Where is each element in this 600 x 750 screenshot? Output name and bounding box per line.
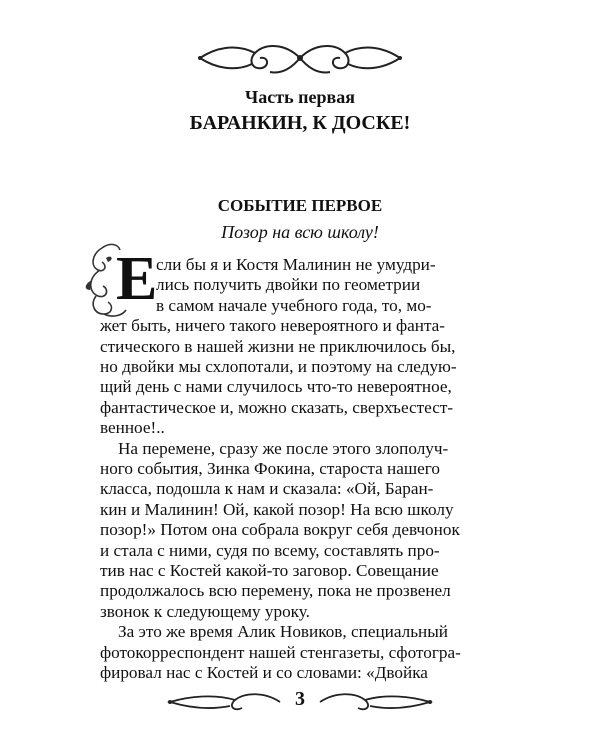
text-line: продолжалось всю перемену, пока не прозвенел (100, 581, 451, 600)
text-line: класса, подошла к нам и сказала: «Ой, Баран- (100, 479, 434, 498)
text-line: в самом начале учебного года, то, мо- (156, 296, 432, 315)
drop-cap-letter: Е (116, 245, 158, 313)
text-line: ного события, Зинка Фокина, староста нашего (100, 459, 440, 478)
text-line: лись получить двойки по геометрии (156, 275, 421, 294)
text-line: На перемене, сразу же после этого злополуч- (118, 439, 449, 458)
top-ornament-icon (190, 38, 410, 78)
text-line: жет быть, ничего такого невероятного и фанта- (100, 316, 446, 335)
part-label: Часть первая (245, 87, 355, 107)
text-line: тив нас с Костей какой-то заговор. Совещание (100, 561, 439, 580)
page-number: 3 (295, 688, 305, 710)
chapter-title: СОБЫТИЕ ПЕРВОЕ (217, 196, 383, 215)
text-line: позор!» Потом она собрала вокруг себя девчонок (100, 520, 460, 539)
text-line: сли бы я и Костя Малинин не умудри- (156, 255, 436, 274)
text-line: и стала с ними, судя по всему, составлять про- (100, 541, 440, 560)
part-title: БАРАНКИН, К ДОСКЕ! (189, 112, 411, 134)
text-line: фировал нас с Костей и со словами: «Двойка (100, 663, 428, 682)
text-line: щий день с нами случилось что-то невероятное, (100, 377, 452, 396)
chapter-subtitle: Позор на всю школу! (221, 222, 379, 242)
text-line: кин и Малинин! Ой, какой позор! На всю школу (100, 500, 454, 519)
text-line: стического в нашей жизни не приключилось бы, (100, 337, 456, 356)
text-line: звонок к следующему уроку. (100, 602, 310, 621)
text-line: фотокорреспондент нашей стенгазеты, сфотогра- (100, 643, 461, 662)
text-line: венное!.. (100, 418, 165, 437)
text-line: фантастическое и, можно сказать, сверхъестест- (100, 398, 454, 417)
text-line: но двойки мы схлопотали, и поэтому на следую- (100, 357, 457, 376)
text-line: За это же время Алик Новиков, специальный (118, 622, 449, 641)
